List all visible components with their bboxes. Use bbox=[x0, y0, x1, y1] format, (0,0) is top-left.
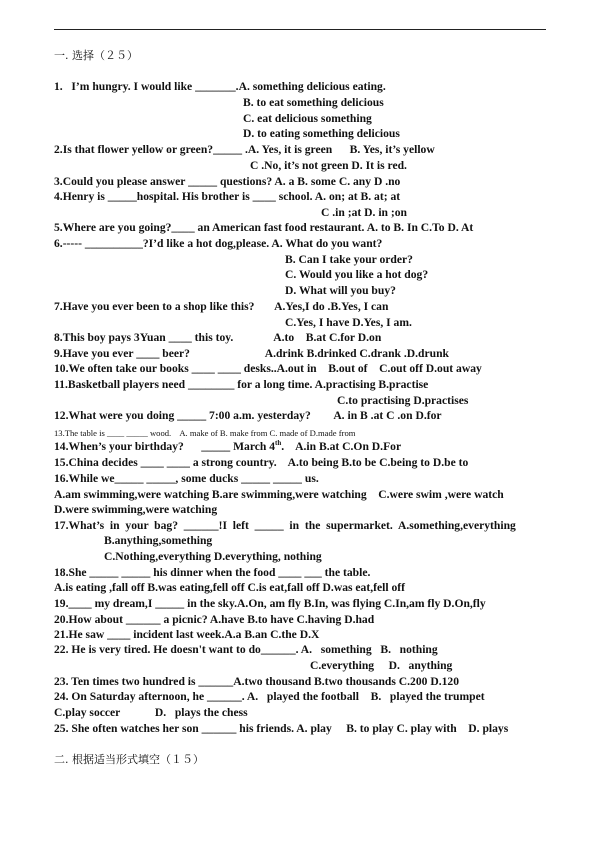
q13-line: 13.The table is ____ _____ wood. A. make of B. make from C. made of D.made from bbox=[54, 428, 356, 438]
q22-line: 22. He is very tired. He doesn't want to do______. A. something B. nothing bbox=[54, 643, 438, 656]
q2-line: 2.Is that flower yellow or green?_____ .A. Yes, it is green B. Yes, it’s yellow bbox=[54, 143, 435, 156]
top-rule bbox=[54, 29, 546, 30]
section-2-title: 二. 根据适当形式填空（１５） bbox=[54, 753, 204, 766]
q1-line: 1. I’m hungry. I would like _______.A. something delicious eating. bbox=[54, 80, 386, 93]
q23-line: 23. Ten times two hundred is ______A.two thousand B.two thousands C.200 D.120 bbox=[54, 675, 460, 688]
q2-line-2: C .No, it’s not green D. It is red. bbox=[250, 159, 407, 172]
q16-line: 16.While we_____ _____, some ducks _____ _____ us. bbox=[54, 472, 319, 485]
q9-line: 9.Have you ever ____ beer? A.drink B.drinked C.drank .D.drunk bbox=[54, 347, 449, 360]
q12-line: 12.What were you doing _____ 7:00 a.m. yesterday? A. in B .at C .on D.for bbox=[54, 409, 442, 422]
q14-line bbox=[54, 440, 401, 454]
q16-line-3: D.were swimming,were watching bbox=[54, 503, 218, 516]
q10-line: 10.We often take our books ____ ____ desks..A.out in B.out of C.out off D.out away bbox=[54, 362, 482, 375]
q5-line: 5.Where are you going?____ an American fast food restaurant. A. to B. In C.To D. At bbox=[54, 221, 474, 234]
q16-line-2: A.am swimming,were watching B.are swimming,were watching C.were swim ,were watch bbox=[54, 488, 504, 501]
q4-line: 4.Henry is _____hospital. His brother is ____ school. A. on; at B. at; at bbox=[54, 190, 401, 203]
section-1-title: 一. 选择（２５） bbox=[54, 49, 138, 62]
q6-option-c: C. Would you like a hot dog? bbox=[285, 268, 429, 281]
q7-line-2: C.Yes, I have D.Yes, I am. bbox=[285, 316, 412, 329]
q14-text-a: 14.When’s your birthday? _____ March 4 bbox=[54, 440, 276, 453]
q6-line: 6.----- __________?I’d like a hot dog,please. A. What do you want? bbox=[54, 237, 383, 250]
q18-line-2: A.is eating ,fall off B.was eating,fell off C.is eat,fall off D.was eat,fell off bbox=[54, 581, 405, 594]
q24-line: 24. On Saturday afternoon, he ______. A. played the football B. played the trumpet bbox=[54, 690, 485, 703]
q1-option-c: C. eat delicious something bbox=[243, 112, 372, 125]
q7-line: 7.Have you ever been to a shop like this? A.Yes,I do .B.Yes, I can bbox=[54, 300, 389, 313]
q1-option-d: D. to eating something delicious bbox=[243, 127, 400, 140]
q17-line: 17.What’s in your bag? ______!I left _____ in the supermarket. A.something,everything bbox=[54, 519, 516, 532]
q14-text-b: . A.in B.at C.On D.For bbox=[281, 440, 402, 453]
q11-line-2: C.to practising D.practises bbox=[337, 394, 469, 407]
q15-line: 15.China decides ____ ____ a strong country. A.to being B.to be C.being to D.be to bbox=[54, 456, 469, 469]
q4-line-2: C .in ;at D. in ;on bbox=[321, 206, 407, 219]
q6-option-b: B. Can I take your order? bbox=[285, 253, 413, 266]
q22-line-2: C.everything D. anything bbox=[310, 659, 453, 672]
q1-option-b: B. to eat something delicious bbox=[243, 96, 384, 109]
q19-line: 19.____ my dream,I _____ in the sky.A.On, am fly B.In, was flying C.In,am fly D.On,fly bbox=[54, 597, 486, 610]
q17-line-2: B.anything,something bbox=[104, 534, 213, 547]
q14-superscript: th bbox=[275, 439, 282, 448]
q18-line: 18.She _____ _____ his dinner when the food ____ ___ the table. bbox=[54, 566, 371, 579]
q24-line-2: C.play soccer D. plays the chess bbox=[54, 706, 248, 719]
q6-option-d: D. What will you buy? bbox=[285, 284, 396, 297]
q25-line: 25. She often watches her son ______ his friends. A. play B. to play C. play with D. plays bbox=[54, 722, 509, 735]
q21-line: 21.He saw ____ incident last week.A.a B.an C.the D.X bbox=[54, 628, 320, 641]
q3-line: 3.Could you please answer _____ questions? A. a B. some C. any D .no bbox=[54, 175, 401, 188]
q8-line: 8.This boy pays 3Yuan ____ this toy. A.to B.at C.for D.on bbox=[54, 331, 382, 344]
q17-line-3: C.Nothing,everything D.everything, nothing bbox=[104, 550, 322, 563]
q20-line: 20.How about ______ a picnic? A.have B.to have C.having D.had bbox=[54, 613, 375, 626]
q11-line: 11.Basketball players need ________ for a long time. A.practising B.practise bbox=[54, 378, 429, 391]
